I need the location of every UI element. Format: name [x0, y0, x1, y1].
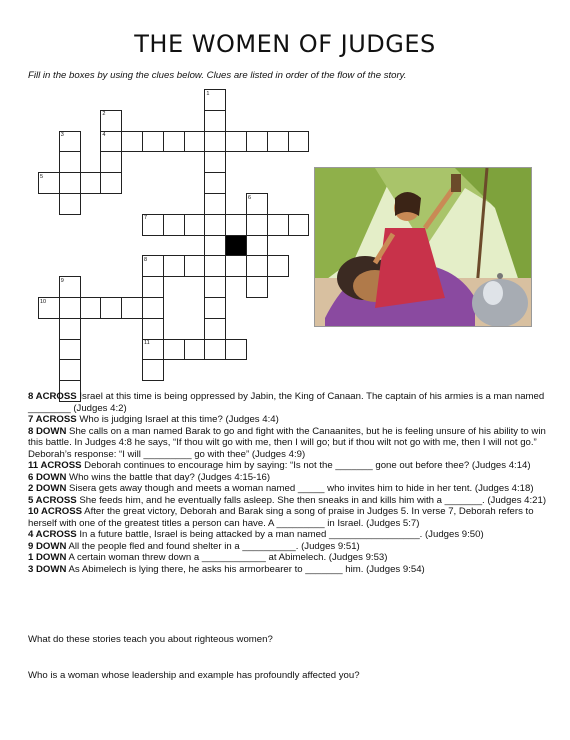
- clue-text: She calls on a man named Barak to go and fight with the Canaanites, but he is feeling unsure of his ability to win this battle. In Judges 4:8 he says, “If thou wilt go with me, then I will go; but if thou wilt not go with me, then I will not go.” Deborah’s response: “I will _________ go with thee” (Judges 4:9): [28, 425, 546, 460]
- clue-list: [28, 391, 548, 575]
- clue-reference: 8 ACROSS: [28, 391, 77, 402]
- clue-number: 8: [144, 256, 148, 263]
- crossword-cell[interactable]: [288, 131, 310, 153]
- instructions: Fill in the boxes by using the clues below. Clues are listed in order of the flow of the story.: [28, 70, 407, 81]
- clue-text: Who wins the battle that day? (Judges 4:15-16): [66, 471, 271, 483]
- clue-number: 11: [144, 340, 150, 347]
- crossword-cell[interactable]: [121, 297, 143, 319]
- crossword-cell[interactable]: [59, 359, 81, 381]
- clue-number: 9: [60, 277, 64, 284]
- clue-item: [28, 472, 548, 484]
- crossword-cell[interactable]: [163, 255, 185, 277]
- illustration-icon: [315, 168, 531, 326]
- clue-text: Israel at this time is being oppressed by Jabin, the King of Canaan. The captain of his armies is a man named ________ (Judges 4:2): [28, 391, 545, 414]
- clue-reference: 4 ACROSS: [28, 529, 77, 540]
- question-2: Who is a woman whose leadership and example has profoundly affected you?: [28, 670, 360, 681]
- clue-item: [28, 552, 548, 564]
- crossword-cell[interactable]: [121, 131, 143, 153]
- clue-reference: 10 ACROSS: [28, 506, 83, 517]
- crossword-cell[interactable]: [163, 339, 185, 361]
- clue-text: Who is judging Israel at this time? (Judges 4:4): [76, 414, 279, 425]
- clue-item: [28, 391, 548, 414]
- clue-number: 4: [102, 132, 106, 139]
- crossword-cell[interactable]: [59, 318, 81, 340]
- crossword-cell[interactable]: [59, 151, 81, 173]
- crossword-cell[interactable]: [246, 131, 268, 153]
- clue-number: 6: [248, 194, 252, 201]
- crossword-cell[interactable]: [142, 276, 164, 298]
- crossword-cell[interactable]: [225, 131, 247, 153]
- crossword-cell[interactable]: [225, 339, 247, 361]
- crossword-cell[interactable]: [142, 131, 164, 153]
- clue-reference: 1 DOWN: [28, 552, 67, 563]
- crossword-cell[interactable]: [204, 255, 226, 277]
- crossword-cell[interactable]: [267, 255, 289, 277]
- clue-item: [28, 529, 548, 541]
- clue-item: [28, 414, 548, 426]
- crossword-cell[interactable]: [184, 255, 206, 277]
- crossword-cell[interactable]: [142, 297, 164, 319]
- crossword-cell[interactable]: [204, 110, 226, 132]
- crossword-cell[interactable]: [184, 131, 206, 153]
- clue-item: [28, 564, 548, 576]
- crossword-cell[interactable]: [204, 193, 226, 215]
- crossword-cell[interactable]: [163, 214, 185, 236]
- crossword-cell[interactable]: [59, 172, 81, 194]
- crossword-cell[interactable]: [246, 235, 268, 257]
- clue-item: [28, 495, 548, 507]
- crossword-cell[interactable]: [100, 297, 122, 319]
- clue-number: 5: [40, 173, 44, 180]
- clue-reference: 9 DOWN: [28, 540, 67, 552]
- crossword-cell[interactable]: [100, 172, 122, 194]
- clue-text: Deborah continues to encourage him by saying: “Is not the _______ gone out before thee? (Judges 4:14): [81, 460, 531, 471]
- crossword-cell[interactable]: [204, 339, 226, 361]
- crossword-cell[interactable]: [204, 151, 226, 173]
- clue-item: [28, 506, 548, 529]
- clue-text: She feeds him, and he eventually falls asleep. She then sneaks in and kills him with a _______. (Judges 4:21): [76, 494, 547, 506]
- question-1: What do these stories teach you about righteous women?: [28, 634, 273, 645]
- clue-item: [28, 426, 548, 461]
- clue-reference: 7 ACROSS: [28, 414, 77, 425]
- clue-text: A certain woman threw down a ____________ at Abimelech. (Judges 9:53): [66, 552, 388, 563]
- crossword-cell[interactable]: [59, 339, 81, 361]
- crossword-cell[interactable]: [225, 214, 247, 236]
- jael-and-sisera-illustration: [314, 167, 532, 327]
- page-title: THE WOMEN OF JUDGES: [134, 30, 436, 58]
- clue-number: 10: [40, 298, 47, 305]
- crossword-cell[interactable]: [204, 297, 226, 319]
- clue-item: [28, 460, 548, 472]
- crossword-cell[interactable]: [142, 318, 164, 340]
- crossword-cell[interactable]: [204, 172, 226, 194]
- crossword-cell[interactable]: [184, 339, 206, 361]
- clue-text: After the great victory, Deborah and Barak sing a song of praise in Judges 5. In verse 7, Deborah refers to herself with one of the greatest titles a person can have. A _________ in Israel. (Judges 5:7): [28, 506, 534, 529]
- clue-number: 2: [102, 111, 106, 118]
- clue-text: In a future battle, Israel is being attacked by a man named _________________. (Judges 9:50): [76, 529, 484, 540]
- crossword-cell[interactable]: [100, 151, 122, 173]
- clue-item: [28, 483, 548, 495]
- clue-text: As Abimelech is lying there, he asks his armorbearer to _______ him. (Judges 9:54): [66, 563, 425, 575]
- crossword-cell[interactable]: [267, 214, 289, 236]
- clue-number: 7: [144, 215, 148, 222]
- crossword-cell[interactable]: [59, 193, 81, 215]
- clue-reference: 2 DOWN: [28, 483, 67, 494]
- clue-item: [28, 541, 548, 553]
- crossword-cell[interactable]: [267, 131, 289, 153]
- clue-reference: 3 DOWN: [28, 563, 67, 575]
- crossword-cell[interactable]: [246, 255, 268, 277]
- clue-number: 1: [206, 90, 210, 97]
- crossword-cell[interactable]: [184, 214, 206, 236]
- crossword-cell[interactable]: [246, 214, 268, 236]
- clue-number: 3: [60, 132, 64, 139]
- crossword-cell[interactable]: [288, 214, 310, 236]
- clue-reference: 5 ACROSS: [28, 494, 77, 506]
- crossword-cell[interactable]: [204, 276, 226, 298]
- clue-text: Sisera gets away though and meets a woman named _____ who invites him to hide in her tent. (Judges 4:18): [66, 483, 534, 494]
- crossword-cell[interactable]: [80, 297, 102, 319]
- crossword-cell[interactable]: [80, 172, 102, 194]
- crossword-cell[interactable]: [142, 359, 164, 381]
- crossword-cell[interactable]: [204, 318, 226, 340]
- clue-reference: 11 ACROSS: [28, 460, 82, 471]
- crossword-cell[interactable]: [204, 131, 226, 153]
- crossword-cell[interactable]: [204, 214, 226, 236]
- crossword-cell[interactable]: [246, 276, 268, 298]
- crossword-cell[interactable]: [225, 255, 247, 277]
- crossword-black-cell: [225, 235, 247, 257]
- crossword-cell[interactable]: [163, 131, 185, 153]
- clue-reference: 8 DOWN: [28, 425, 67, 437]
- crossword-cell[interactable]: [59, 297, 81, 319]
- clue-reference: 6 DOWN: [28, 471, 67, 483]
- clue-text: All the people fled and found shelter in a __________. (Judges 9:51): [66, 540, 360, 552]
- crossword-cell[interactable]: [204, 235, 226, 257]
